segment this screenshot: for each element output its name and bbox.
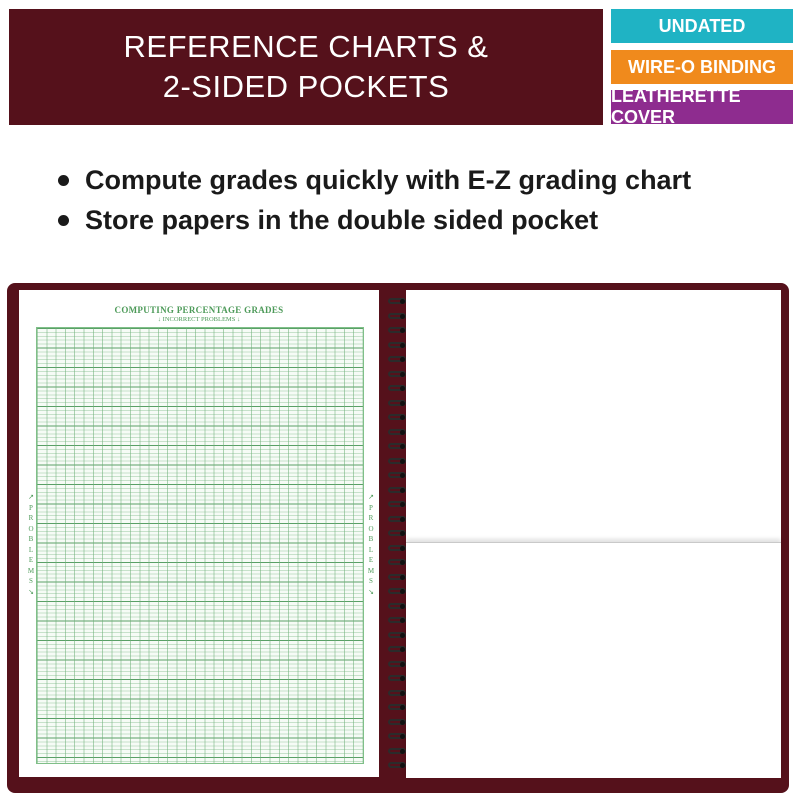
bullet-dot-icon	[58, 175, 69, 186]
ring-hole	[400, 633, 405, 638]
binding-ring-icon	[384, 617, 408, 624]
ring-hole	[400, 502, 405, 507]
ring-hole	[400, 459, 405, 464]
ring-hole	[400, 705, 405, 710]
problems-label-right: ↗ P R O B L E M S ↘	[367, 493, 375, 596]
ring-hole	[400, 604, 405, 609]
binding-ring-icon	[384, 690, 408, 697]
ring-hole	[400, 415, 405, 420]
ring-hole	[400, 444, 405, 449]
ring-hole	[400, 299, 405, 304]
binding-ring-icon	[384, 313, 408, 320]
ring-hole	[400, 676, 405, 681]
binding-ring-icon	[384, 429, 408, 436]
binding-ring-icon	[384, 516, 408, 523]
grading-chart-title: COMPUTING PERCENTAGE GRADES	[114, 305, 284, 315]
ring-hole	[400, 343, 405, 348]
ring-hole	[400, 691, 405, 696]
binding-ring-icon	[384, 719, 408, 726]
problems-label-left: ↗ P R O B L E M S ↘	[27, 493, 35, 596]
binding-ring-icon	[384, 298, 408, 305]
ring-hole	[400, 473, 405, 478]
feature-list	[58, 160, 691, 240]
binding-ring-icon	[384, 675, 408, 682]
ring-hole	[400, 430, 405, 435]
binding-ring-icon	[384, 472, 408, 479]
ring-hole	[400, 662, 405, 667]
ring-hole	[400, 560, 405, 565]
badge-undated: UNDATED	[611, 9, 793, 43]
ring-hole	[400, 763, 405, 768]
binding-ring-icon	[384, 704, 408, 711]
banner-title-line-2: 2-SIDED POCKETS	[162, 69, 450, 104]
binding-ring-icon	[384, 501, 408, 508]
ring-hole	[400, 314, 405, 319]
binding-ring-icon	[384, 733, 408, 740]
ring-hole	[400, 357, 405, 362]
grading-chart-subtitle: ↓ INCORRECT PROBLEMS ↓	[157, 316, 241, 323]
ring-hole	[400, 618, 405, 623]
ring-hole	[400, 720, 405, 725]
feature-item	[58, 200, 691, 240]
binding-ring-icon	[384, 356, 408, 363]
binding-ring-icon	[384, 487, 408, 494]
ring-hole	[400, 531, 405, 536]
badge-leatherette-cover: LEATHERETTE COVER	[611, 90, 793, 124]
binding-ring-icon	[384, 603, 408, 610]
ring-hole	[400, 372, 405, 377]
ring-hole	[400, 749, 405, 754]
binding-ring-icon	[384, 632, 408, 639]
binding-ring-icon	[384, 588, 408, 595]
binding-ring-icon	[384, 646, 408, 653]
badge-wire-o-binding: WIRE-O BINDING	[611, 50, 793, 84]
binding-ring-icon	[384, 559, 408, 566]
ring-hole	[400, 575, 405, 580]
binding-ring-icon	[384, 400, 408, 407]
ring-hole	[400, 401, 405, 406]
ring-hole	[400, 517, 405, 522]
ring-hole	[400, 328, 405, 333]
header-banner	[9, 9, 603, 125]
ring-hole	[400, 386, 405, 391]
binding-ring-icon	[384, 342, 408, 349]
grading-chart-grid	[36, 327, 364, 764]
binding-ring-icon	[384, 574, 408, 581]
feature-item	[58, 160, 691, 200]
binding-ring-icon	[384, 327, 408, 334]
ring-hole	[400, 647, 405, 652]
binding-ring-icon	[384, 385, 408, 392]
bullet-dot-icon	[58, 215, 69, 226]
wire-o-binding	[384, 290, 408, 777]
binding-ring-icon	[384, 443, 408, 450]
binding-ring-icon	[384, 371, 408, 378]
binding-ring-icon	[384, 458, 408, 465]
ring-hole	[400, 488, 405, 493]
feature-text: Compute grades quickly with E-Z grading chart	[85, 164, 692, 195]
grading-chart-cells	[37, 328, 363, 763]
binding-ring-icon	[384, 414, 408, 421]
binding-ring-icon	[384, 762, 408, 769]
binding-ring-icon	[384, 661, 408, 668]
banner-title-line-1: REFERENCE CHARTS &	[123, 29, 489, 64]
feature-text: Store papers in the double sided pocket	[85, 204, 599, 235]
ring-hole	[400, 589, 405, 594]
binding-ring-icon	[384, 748, 408, 755]
binding-ring-icon	[384, 530, 408, 537]
ring-hole	[400, 546, 405, 551]
ring-hole	[400, 734, 405, 739]
binding-ring-icon	[384, 545, 408, 552]
two-sided-pocket	[406, 542, 781, 778]
